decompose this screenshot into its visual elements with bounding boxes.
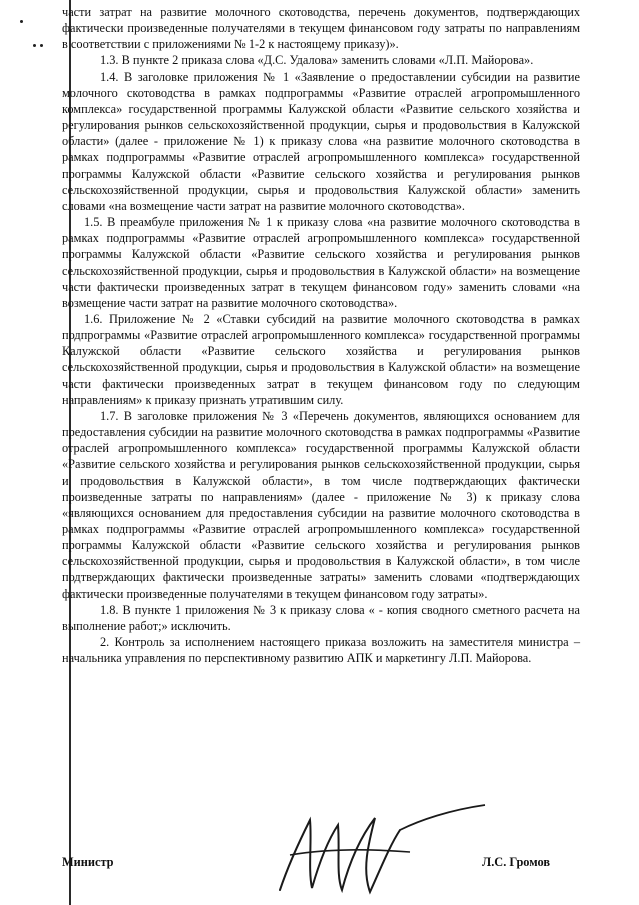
scan-speck bbox=[33, 44, 36, 47]
paragraph-1-6: 1.6. Приложение № 2 «Ставки субсидий на развитие молочного скотоводства в рамках подпрограммы «Развитие отраслей агропромышленного комплекса» государственной программы Калужской области «Развитие сельского хозяйства и регулирования рынков сельскохозяйственной продукции, сырья и продовольствия в Калужской области» на возмещение части фактически произведенных затрат в текущем финансовом году по следующим направлениям» к приказу признать утратившим силу. bbox=[62, 311, 580, 407]
paragraph-continuation: части затрат на развитие молочного скотоводства, перечень документов, подтверждающих фактически произведенные получателями в текущем финансовом году затраты по направлениям в соответствии с приложениями № 1-2 к настоящему приказу)». bbox=[62, 5, 580, 52]
paragraph-1-8: 1.8. В пункте 1 приложения № 3 к приказу слова « - копия сводного сметного расчета на выполнение работ;» исключить. bbox=[62, 602, 580, 633]
signer-name: Л.С. Громов bbox=[482, 855, 551, 869]
paragraph-1-7: 1.7. В заголовке приложения № 3 «Перечень документов, являющихся основанием для предоставления субсидии на развитие молочного скотоводства в рамках подпрограммы «Развитие отраслей агропромышленного комплекса» государственной программы Калужской области «Развитие сельского хозяйства и регулирования рынков сельскохозяйственной продукции, сырья и продовольствия в Калужской области», в том числе подтверждающих фактически произведенные затраты по направлениям» (далее - приложение № 3) к приказу слова «являющихся основанием для предоставления субсидии на развитие молочного скотоводства в рамках подпрограммы «Развитие отраслей агропромышленного комплекса» государственной программы Калужской области «Развитие сельского хозяйства и регулирования рынков сельскохозяйственной продукции, сырья и продовольствия в Калужской области», в том числе подтверждающих фактически произведенные затраты» заменить словами «подтверждающих фактически произведенные получателями в текущем финансовом году затраты». bbox=[62, 408, 580, 601]
paragraph-1-3: 1.3. В пункте 2 приказа слова «Д.С. Удалова» заменить словами «Л.П. Майорова». bbox=[100, 53, 534, 68]
document-body bbox=[62, 4, 580, 666]
paragraph-1-4: 1.4. В заголовке приложения № 1 «Заявление о предоставлении субсидии на развитие молочного скотоводства в рамках подпрограммы «Развитие отраслей агропромышленного комплекса» государственной программы Калужской области «Развитие сельского хозяйства и регулирования рынков сельскохозяйственной продукции, сырья и продовольствия в Калужской области» (далее - приложение № 1) к приказу слова «на развитие молочного скотоводства в рамках подпрограммы «Развитие отраслей агропромышленного комплекса» государственной программы Калужской области «Развитие сельского хозяйства и регулирования рынков сельскохозяйственной продукции, сырья и продовольствия Калужской области» заменить словами «на возмещение части затрат на развитие молочного скотоводства». bbox=[62, 69, 580, 213]
paragraph-2: 2. Контроль за исполнением настоящего приказа возложить на заместителя министра – начальника управления по перспективному развитию АПК и маркетингу Л.П. Майорова. bbox=[62, 635, 580, 666]
signer-position: Министр bbox=[62, 855, 114, 869]
handwritten-signature bbox=[250, 800, 500, 900]
paragraph-1-5: 1.5. В преамбуле приложения № 1 к приказу слова «на развитие молочного скотоводства в рамках подпрограммы «Развитие отраслей агропромышленного комплекса» государственной программы Калужской области «Развитие сельского хозяйства и регулирования рынков сельскохозяйственной продукции, сырья и продовольствия в Калужской области» на возмещение части фактически произведенных затрат в текущем финансовом году» заменить словами «на возмещение части затрат на развитие молочного скотоводства». bbox=[62, 215, 580, 310]
scan-speck bbox=[40, 44, 43, 47]
scan-speck bbox=[20, 20, 23, 23]
